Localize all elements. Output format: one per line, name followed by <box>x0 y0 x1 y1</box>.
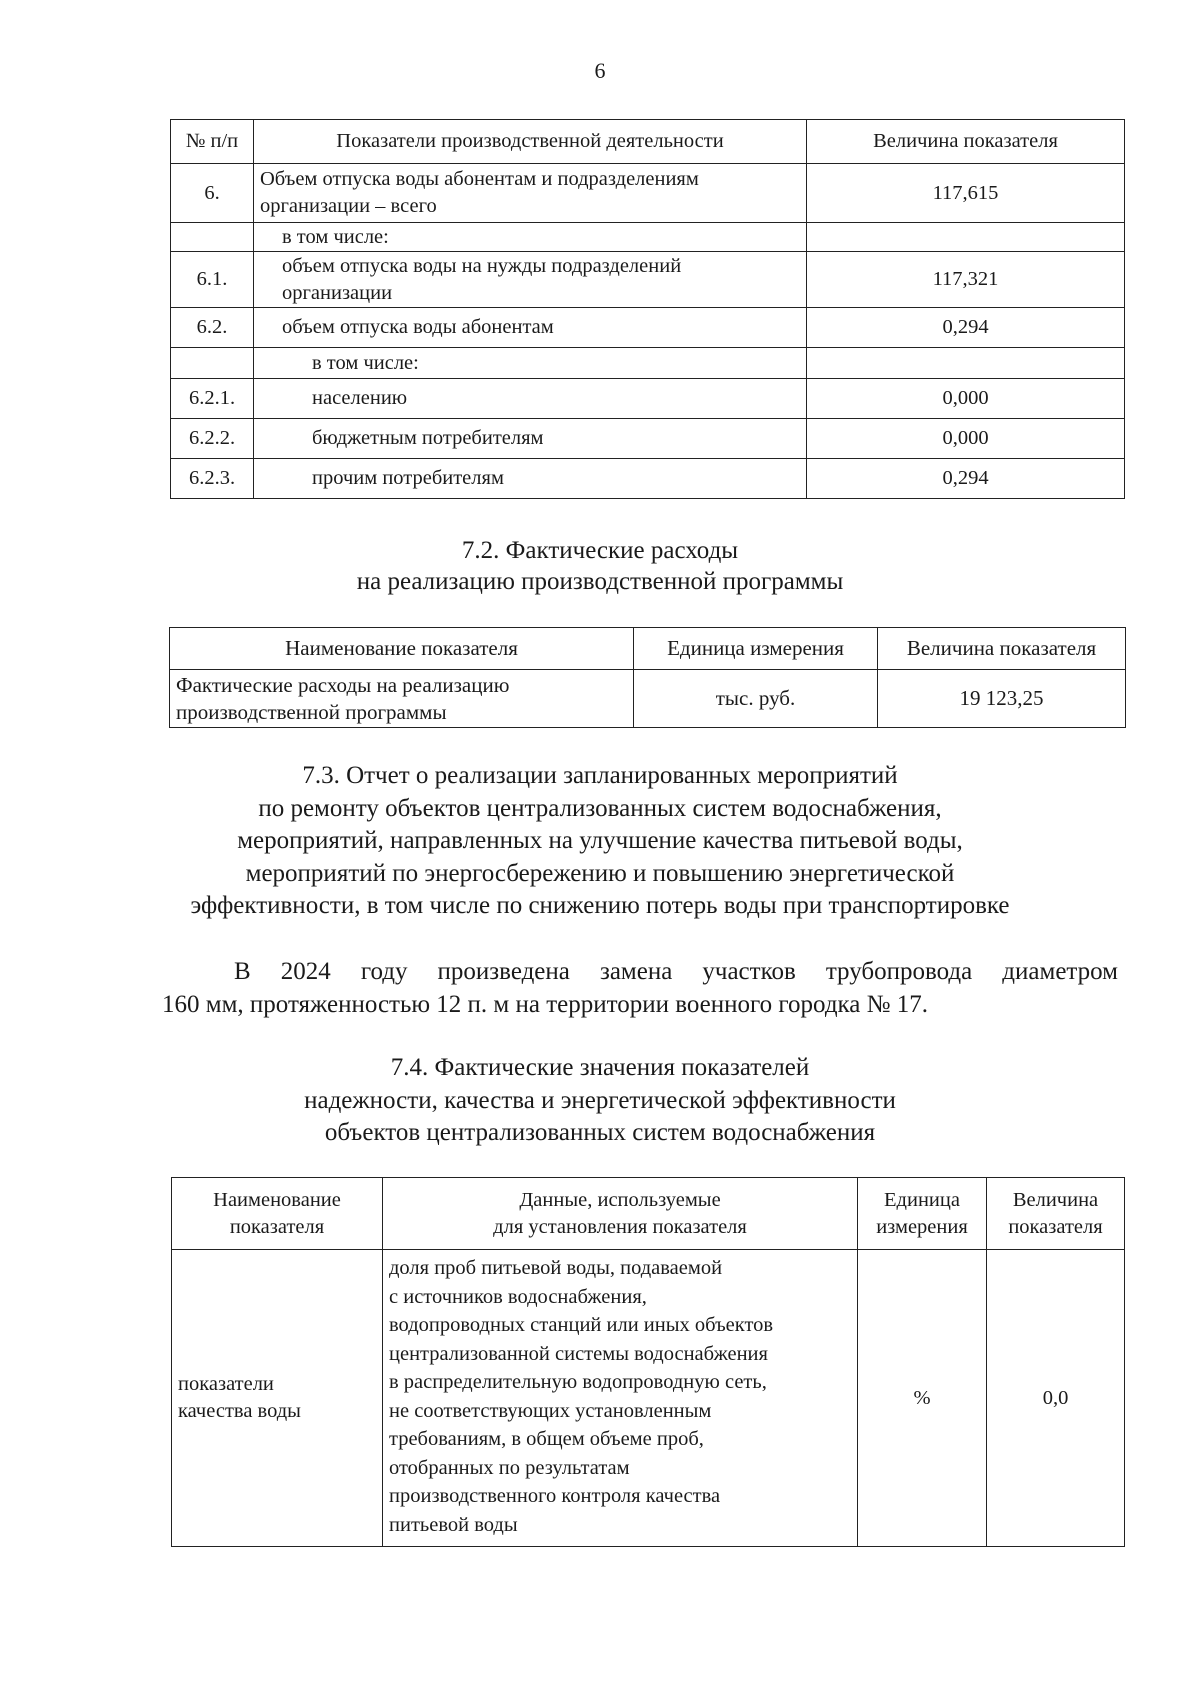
row-value <box>807 223 1125 252</box>
header-line: Единица <box>884 1188 960 1211</box>
row-number: 6.1. <box>171 252 254 308</box>
heading-line: 7.3. Отчет о реализации запланированных мероприятий <box>302 762 898 789</box>
row-number: 6.2.2. <box>171 419 254 459</box>
row-number <box>171 223 254 252</box>
quality-indicators-table <box>171 1177 1125 1547</box>
table-row <box>171 459 1125 499</box>
section-7-3-heading <box>0 760 1200 923</box>
table-row <box>171 348 1125 379</box>
header-line: Данные, используемые <box>519 1188 721 1211</box>
heading-line: по ремонту объектов централизованных систем водоснабжения, <box>258 794 942 822</box>
row-name-line: объем отпуска воды на нужды подразделений <box>282 254 682 277</box>
table-row <box>171 419 1125 459</box>
table-row <box>171 379 1125 419</box>
row-value: 0,000 <box>807 419 1125 459</box>
row-name-line: производственной программы <box>176 699 447 724</box>
header-value: Величина показателя <box>878 628 1126 670</box>
header-line: показателя <box>229 1215 325 1238</box>
heading-line: эффективности, в том числе по снижению потерь воды при транспортировке <box>190 892 1010 919</box>
row-value: 117,321 <box>807 252 1125 308</box>
data-line: отобранных по результатам <box>389 1456 630 1479</box>
row-name: прочим потребителям <box>254 459 807 499</box>
data-line: централизованной системы водоснабжения <box>389 1342 768 1365</box>
row-number: 6. <box>171 164 254 223</box>
row-number: 6.2.3. <box>171 459 254 499</box>
header-line: измерения <box>876 1215 968 1238</box>
heading-line: на реализацию производственной программы <box>356 568 844 595</box>
row-value: 0,0 <box>987 1250 1125 1547</box>
heading-line: 7.4. Фактические значения показателей <box>390 1054 810 1081</box>
row-name: в том числе: <box>254 223 807 252</box>
row-value: 0,294 <box>807 459 1125 499</box>
table-row <box>171 308 1125 348</box>
table-header-row <box>171 120 1125 164</box>
heading-line: объектов централизованных систем водоснабжения <box>324 1119 876 1146</box>
row-number: 6.2.1. <box>171 379 254 419</box>
page-number: 6 <box>594 58 606 83</box>
row-number: 6.2. <box>171 308 254 348</box>
row-value: 117,615 <box>807 164 1125 223</box>
row-value: 19 123,25 <box>878 670 1126 728</box>
production-indicators-table <box>170 119 1125 499</box>
row-value: 0,000 <box>807 379 1125 419</box>
section-7-4-heading <box>0 1052 1200 1150</box>
table-row <box>170 670 1126 728</box>
data-line: требованиям, в общем объеме проб, <box>389 1428 704 1450</box>
heading-line: надежности, качества и энергетической эффективности <box>304 1086 896 1114</box>
heading-line: мероприятий, направленных на улучшение качества питьевой воды, <box>237 827 963 854</box>
data-line: с источников водоснабжения, <box>389 1285 647 1308</box>
table-row <box>171 223 1125 252</box>
expenses-table <box>169 627 1126 728</box>
data-line: производственного контроля качества <box>389 1485 721 1507</box>
row-name-line: показатели <box>178 1373 274 1395</box>
table-header-row <box>170 628 1126 670</box>
data-line: не соответствующих установленным <box>389 1399 712 1422</box>
header-line: Величина <box>1012 1188 1099 1211</box>
data-line: в распределительную водопроводную сеть, <box>389 1371 767 1393</box>
header-unit: Единица измерения <box>634 628 878 670</box>
header-indicator: Показатели производственной деятельности <box>254 120 807 164</box>
header-line: Наименование <box>213 1188 341 1211</box>
header-name: Наименование показателя <box>170 628 634 670</box>
table-row <box>172 1250 1125 1547</box>
row-name-line: организации <box>282 281 393 304</box>
row-name: бюджетным потребителям <box>254 419 807 459</box>
row-value <box>807 348 1125 379</box>
header-number: № п/п <box>171 120 254 164</box>
data-line: водопроводных станций или иных объектов <box>389 1314 774 1336</box>
header-line: показателя <box>1008 1215 1103 1238</box>
paragraph-line: 160 мм, протяженностью 12 п. м на территории военного городка № 17. <box>162 991 929 1018</box>
section-7-2-heading <box>0 535 1200 597</box>
header-value: Величина показателя <box>807 120 1125 164</box>
row-number <box>171 348 254 379</box>
data-line: питьевой воды <box>389 1513 518 1536</box>
row-unit: % <box>858 1250 987 1547</box>
paragraph-line: В 2024 году произведена замена участков трубопровода диаметром <box>234 958 1118 985</box>
table-header-row <box>172 1178 1125 1250</box>
repair-paragraph <box>162 955 1118 1021</box>
table-row <box>171 164 1125 223</box>
row-name-line: Объем отпуска воды абонентам и подразделениям <box>260 168 699 190</box>
row-name: в том числе: <box>254 348 807 379</box>
table-row <box>171 252 1125 308</box>
heading-line: 7.2. Фактические расходы <box>461 537 739 564</box>
data-line: доля проб питьевой воды, подаваемой <box>389 1257 723 1279</box>
row-unit: тыс. руб. <box>634 670 878 728</box>
row-name-line: качества воды <box>178 1400 301 1422</box>
row-name-line: Фактические расходы на реализацию <box>176 672 510 697</box>
row-name-line: организации – всего <box>260 195 437 217</box>
row-value: 0,294 <box>807 308 1125 348</box>
row-name: населению <box>254 379 807 419</box>
row-data <box>383 1250 858 1547</box>
row-name: объем отпуска воды абонентам <box>254 308 807 348</box>
heading-line: мероприятий по энергосбережению и повышению энергетической <box>245 859 955 887</box>
header-line: для установления показателя <box>493 1215 747 1238</box>
